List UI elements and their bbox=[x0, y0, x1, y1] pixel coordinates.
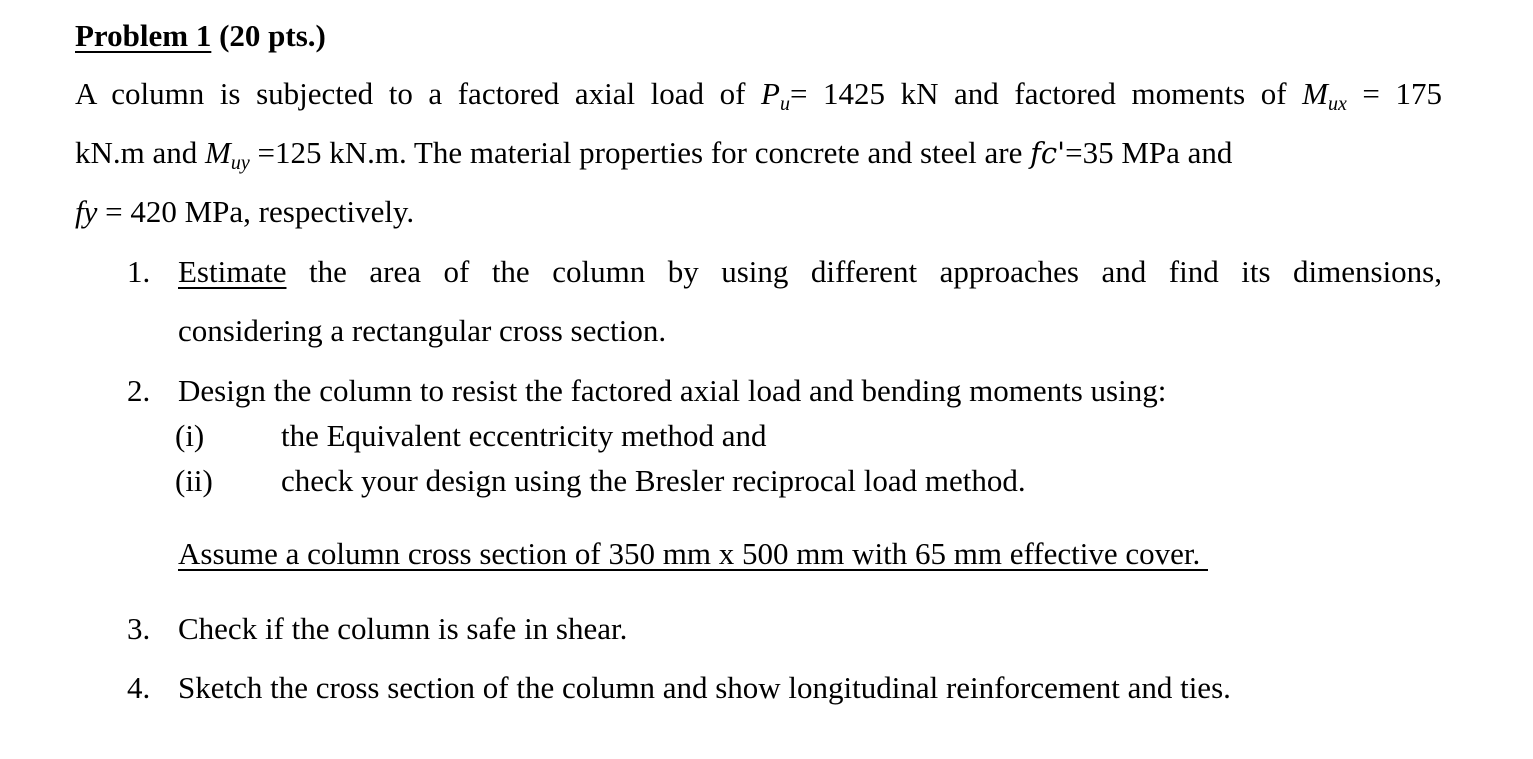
mux-symbol: M bbox=[1302, 76, 1328, 111]
item-4-line-1: Sketch the cross section of the column and show longitudinal reinforcement and ties. bbox=[178, 670, 1231, 705]
intro-text: = 1425 kN and factored moments of bbox=[789, 76, 1303, 111]
item-4-number: 4. bbox=[127, 670, 151, 705]
sub-item-ii-text: check your design using the Bresler reciprocal load method. bbox=[281, 463, 1026, 498]
pu-subscript: u bbox=[779, 93, 790, 115]
intro-text: =125 kN.m. The material properties for concrete and steel are bbox=[249, 135, 1031, 170]
problem-points: (20 pts.) bbox=[211, 18, 326, 53]
mux-subscript: ux bbox=[1327, 93, 1347, 115]
fy-symbol: fy bbox=[75, 194, 98, 229]
intro-text: kN.m and bbox=[75, 135, 206, 170]
item-3-number: 3. bbox=[127, 611, 151, 646]
intro-text: =35 MPa and bbox=[1065, 135, 1233, 170]
assumption-note: Assume a column cross section of 350 mm x 500 mm with 65 mm effective cover. bbox=[178, 536, 1208, 571]
item-1-number: 1. bbox=[127, 254, 151, 289]
intro-text: = 175 bbox=[1346, 76, 1442, 111]
item-3-line-1: Check if the column is safe in shear. bbox=[178, 611, 628, 646]
item-1-line-1 bbox=[178, 250, 1442, 294]
intro-line-3 bbox=[75, 190, 414, 234]
muy-symbol: M bbox=[205, 135, 231, 170]
item-2-number: 2. bbox=[127, 373, 151, 408]
intro-text: A column is subjected to a factored axial load of bbox=[75, 76, 762, 111]
intro-line-2 bbox=[75, 131, 1232, 179]
problem-heading bbox=[75, 14, 326, 58]
sub-item-ii-label: (ii) bbox=[175, 463, 213, 498]
sub-item-i-text: the Equivalent eccentricity method and bbox=[281, 418, 767, 453]
muy-subscript: uy bbox=[230, 152, 250, 174]
item-1-text: the area of the column by using different approaches and find its dimensions, bbox=[286, 254, 1442, 289]
item-1-first-word: Estimate bbox=[178, 254, 287, 289]
item-1-line-2: considering a rectangular cross section. bbox=[178, 313, 667, 348]
intro-text: = 420 MPa, respectively. bbox=[97, 194, 415, 229]
fc-symbol: fc' bbox=[1030, 136, 1066, 170]
intro-line-1 bbox=[75, 72, 1442, 120]
sub-item-i-label: (i) bbox=[175, 418, 205, 453]
pu-symbol: P bbox=[761, 76, 780, 111]
item-2-line-1: Design the column to resist the factored axial load and bending moments using: bbox=[178, 373, 1167, 408]
problem-title: Problem 1 bbox=[75, 18, 212, 53]
